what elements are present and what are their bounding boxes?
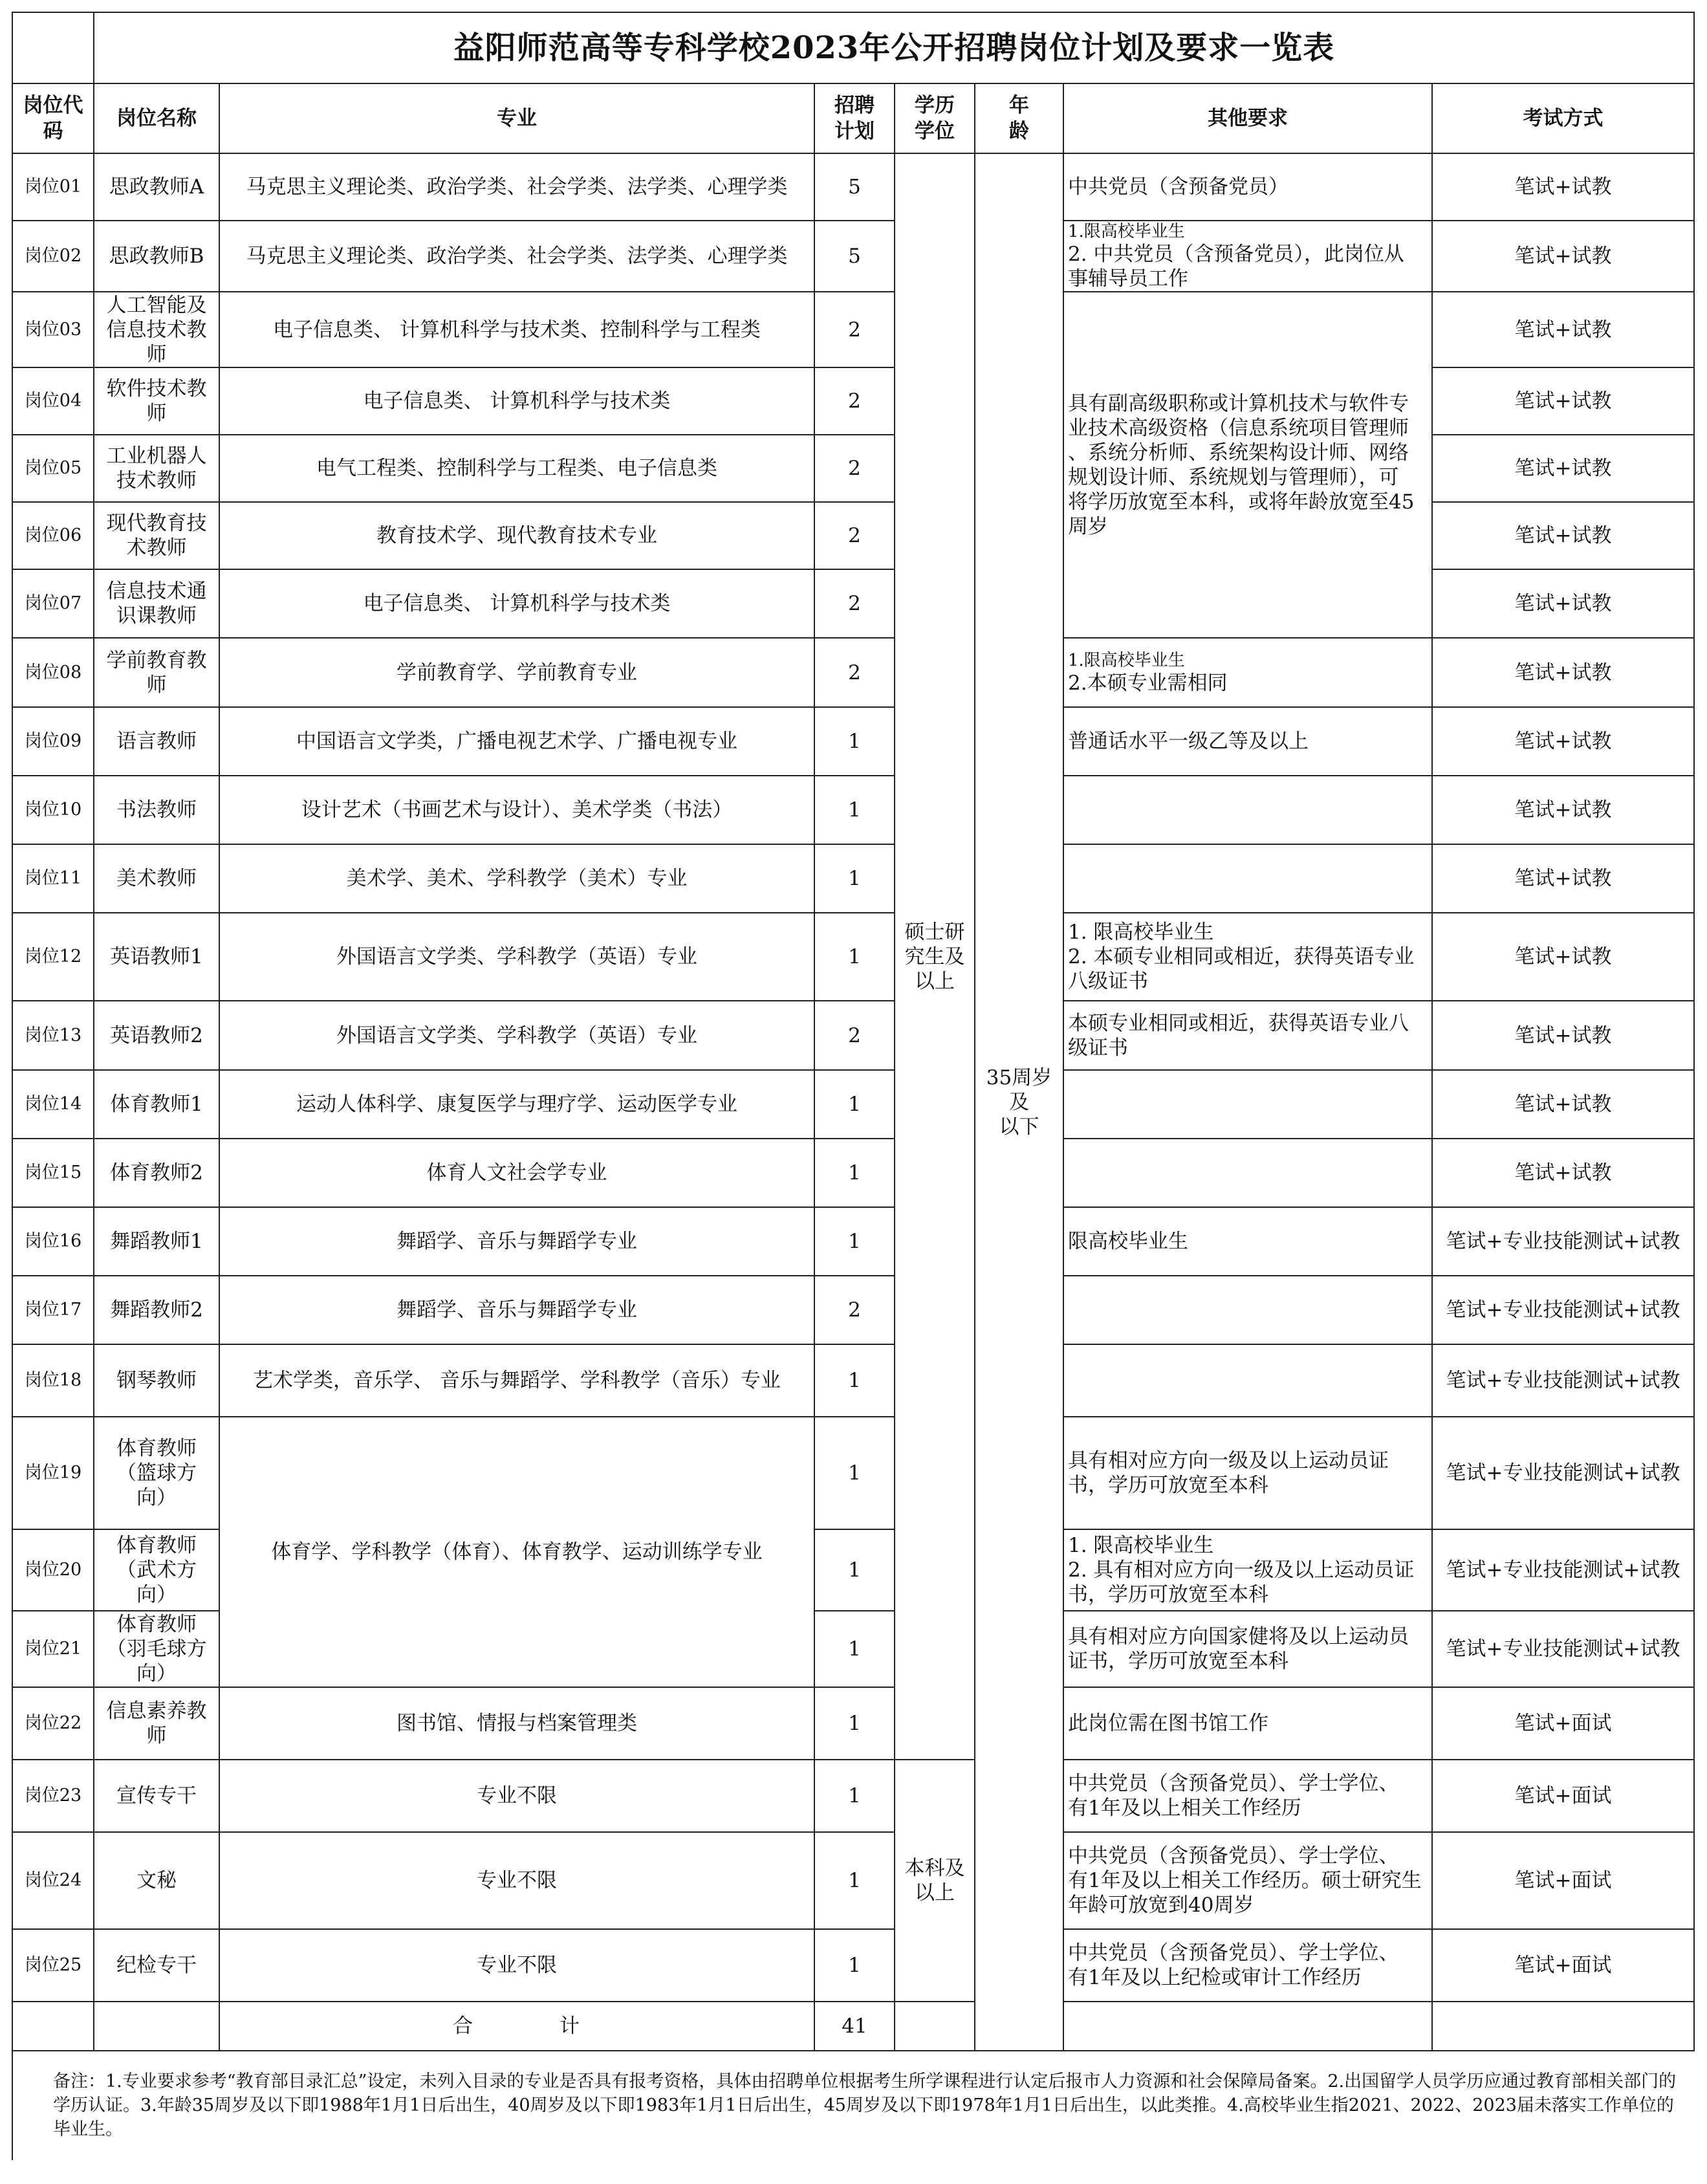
plan-count: 1 [814,1929,895,2002]
position-name [94,502,219,569]
title-row [12,12,1694,83]
exam-method: 笔试+专业技能测试+试教 [1432,1417,1694,1529]
plan-count: 1 [814,1070,895,1139]
position-name-line: 宣传专干 [116,1784,197,1807]
exam-method: 笔试+试教 [1432,1001,1694,1070]
major: 美术学、美术、学科教学（美术）专业 [219,844,814,913]
position-name-line: （篮球方 [116,1461,197,1485]
header-line: 招聘 [834,94,875,117]
major: 电子信息类、 计算机科学与技术类、控制科学与工程类 [219,292,814,367]
requirement-line: 年龄可放宽到40周岁 [1068,1894,1254,1917]
major: 电气工程类、控制科学与工程类、电子信息类 [219,435,814,502]
position-code: 岗位03 [12,292,94,367]
exam-method: 笔试+试教 [1432,776,1694,844]
position-name-line: 体育教师2 [110,1161,203,1185]
position-name-line: 识课教师 [116,604,197,628]
plan-count: 1 [814,1207,895,1276]
requirement-line: 有1年及以上纪检或审计工作经历 [1068,1966,1362,1989]
other-requirements [1063,221,1432,292]
position-name-line: 体育教师 [116,1437,197,1460]
position-name-line: 体育教师 [116,1534,197,1557]
position-name-line: 师 [146,673,167,697]
position-name-line: 书法教师 [116,798,197,822]
position-name-line: 信息素养教 [106,1699,207,1723]
requirement-line: 2. 中共党员（含预备党员），此岗位从 [1068,243,1404,266]
plan-count: 5 [814,153,895,221]
plan-count: 1 [814,1832,895,1929]
table-row [12,502,1694,569]
requirement-line: 八级证书 [1068,970,1148,993]
position-name-line: 信息技术教 [106,318,207,342]
table-row [12,221,1694,292]
requirement-line: 具有相对应方向国家健将及以上运动员 [1068,1625,1409,1648]
position-name [94,153,219,221]
education-master [895,153,975,1760]
position-code: 岗位10 [12,776,94,844]
title-left-blank [12,12,94,83]
position-name [94,1832,219,1929]
requirement-line: 中共党员（含预备党员）、学士学位、 [1068,1772,1399,1795]
table-row [12,1832,1694,1929]
exam-method: 笔试+试教 [1432,1139,1694,1207]
total-plan: 41 [814,2002,895,2051]
other-requirements [1063,1529,1432,1611]
table-row [12,1417,1694,1529]
position-name-line: 人工智能及 [106,293,207,317]
position-name-line: 思政教师A [109,175,204,199]
position-name [94,1760,219,1832]
exam-method: 笔试+试教 [1432,221,1694,292]
exam-method: 笔试+面试 [1432,1832,1694,1929]
header-age [975,83,1063,153]
major-merged: 体育学、学科教学（体育）、体育教学、运动训练学专业 [219,1417,814,1687]
requirement-line: 书，学历可放宽至本科 [1068,1583,1268,1606]
position-name [94,435,219,502]
other-requirements [1063,1001,1432,1070]
position-name-line: （羽毛球方 [106,1637,207,1661]
position-name-line: 现代教育技 [106,512,207,535]
plan-count: 2 [814,502,895,569]
position-name [94,221,219,292]
requirement-line: 限高校毕业生 [1068,1230,1188,1253]
position-name [94,638,219,707]
major: 设计艺术（书画艺术与设计）、美术学类（书法） [219,776,814,844]
plan-count: 2 [814,638,895,707]
total-label: 合 计 [219,2002,814,2051]
education-line: 硕士研 [904,920,965,944]
position-name [94,1276,219,1344]
requirement-line: 1. 限高校毕业生 [1068,1534,1214,1557]
major: 学前教育学、学前教育专业 [219,638,814,707]
table-row [12,1344,1694,1417]
requirement-line: 此岗位需在图书馆工作 [1068,1712,1268,1735]
exam-method: 笔试+专业技能测试+试教 [1432,1529,1694,1611]
header-name: 岗位名称 [94,83,219,153]
requirement-line: 普通话水平一级乙等及以上 [1068,730,1309,753]
position-code: 岗位16 [12,1207,94,1276]
education-line: 以上 [915,969,955,993]
position-code: 岗位14 [12,1070,94,1139]
page-title: 益阳师范高等专科学校2023年公开招聘岗位计划及要求一览表 [94,12,1694,83]
education-line: 究生及 [904,945,965,968]
header-line: 龄 [1009,120,1029,143]
position-name-line: 向） [136,1583,177,1606]
position-code: 岗位22 [12,1687,94,1760]
position-code: 岗位19 [12,1417,94,1529]
position-name-line: 思政教师B [109,245,204,268]
total-blank [895,2002,975,2051]
position-code: 岗位08 [12,638,94,707]
other-requirements [1063,1139,1432,1207]
position-name-line: 学前教育教 [106,648,207,672]
requirement-line: 2. 具有相对应方向一级及以上运动员证 [1068,1558,1415,1582]
position-name-line: 纪检专干 [116,1954,197,1977]
position-code: 岗位23 [12,1760,94,1832]
position-name [94,1207,219,1276]
position-name-line: 钢琴教师 [116,1369,197,1392]
requirement-line: 业技术高级资格（信息系统项目管理师 [1068,416,1409,440]
total-row [12,2002,1694,2051]
position-name-line: 体育教师 [116,1613,197,1636]
requirement-line: 具有相对应方向一级及以上运动员证 [1068,1449,1389,1472]
table-row [12,435,1694,502]
plan-count: 1 [814,1611,895,1687]
plan-count: 1 [814,1529,895,1611]
exam-method: 笔试+专业技能测试+试教 [1432,1611,1694,1687]
exam-method: 笔试+面试 [1432,1929,1694,2002]
requirement-line: 事辅导员工作 [1068,267,1188,290]
position-code: 岗位13 [12,1001,94,1070]
other-requirements [1063,1611,1432,1687]
header-code [12,83,94,153]
position-name-line: 术教师 [126,536,187,560]
position-name [94,1611,219,1687]
exam-method: 笔试+试教 [1432,292,1694,367]
position-name-line: 师 [146,402,167,425]
major: 专业不限 [219,1929,814,2002]
requirement-line: 中共党员（含预备党员） [1068,175,1288,199]
other-requirements [1063,1687,1432,1760]
requirement-line: 本硕专业相同或相近，获得英语专业八 [1068,1011,1409,1035]
plan-count: 1 [814,844,895,913]
exam-method: 笔试+专业技能测试+试教 [1432,1207,1694,1276]
major: 专业不限 [219,1760,814,1832]
position-code: 岗位05 [12,435,94,502]
position-name-line: 美术教师 [116,867,197,890]
position-name [94,569,219,638]
plan-count: 1 [814,913,895,1001]
table-row [12,569,1694,638]
position-name-line: 舞蹈教师2 [110,1298,203,1322]
position-name [94,1344,219,1417]
total-blank [1432,2002,1694,2051]
exam-method: 笔试+试教 [1432,844,1694,913]
exam-method: 笔试+试教 [1432,367,1694,435]
total-blank [1063,2002,1432,2051]
position-name-line: 向） [136,1662,177,1685]
other-requirements [1063,1929,1432,2002]
position-code: 岗位24 [12,1832,94,1929]
plan-count: 2 [814,292,895,367]
requirement-line: 证书，学历可放宽至本科 [1068,1650,1288,1673]
position-name-line: 师 [146,1724,167,1747]
table-row [12,638,1694,707]
header-plan [814,83,895,153]
plan-count: 2 [814,1001,895,1070]
education-line: 本科及 [904,1857,965,1880]
position-name [94,844,219,913]
table-row [12,1929,1694,2002]
other-requirements [1063,1207,1432,1276]
exam-method: 笔试+专业技能测试+试教 [1432,1276,1694,1344]
exam-method: 笔试+面试 [1432,1687,1694,1760]
table-row [12,1760,1694,1832]
age-line: 以下 [999,1115,1039,1139]
requirement-line: 2. 本硕专业相同或相近，获得英语专业 [1068,945,1415,968]
position-name [94,1001,219,1070]
header-line: 码 [43,120,63,143]
position-name-line: 舞蹈教师1 [110,1230,203,1253]
position-name-line: 体育教师1 [110,1093,203,1116]
major: 马克思主义理论类、政治学类、社会学类、法学类、心理学类 [219,153,814,221]
position-code: 岗位15 [12,1139,94,1207]
other-requirements [1063,1070,1432,1139]
major: 图书馆、情报与档案管理类 [219,1687,814,1760]
exam-method: 笔试+面试 [1432,1760,1694,1832]
requirement-line: 具有副高级职称或计算机技术与软件专 [1068,391,1409,415]
exam-method: 笔试+试教 [1432,638,1694,707]
position-code: 岗位01 [12,153,94,221]
position-code: 岗位25 [12,1929,94,2002]
position-name [94,1417,219,1529]
other-requirements [1063,638,1432,707]
major: 运动人体科学、康复医学与理疗学、运动医学专业 [219,1070,814,1139]
plan-count: 2 [814,435,895,502]
major: 外国语言文学类、学科教学（英语）专业 [219,1001,814,1070]
plan-count: 1 [814,1687,895,1760]
position-name [94,367,219,435]
position-name-line: 信息技术通 [106,580,207,603]
exam-method: 笔试+试教 [1432,707,1694,776]
header-line: 年 [1009,94,1029,117]
major: 体育人文社会学专业 [219,1139,814,1207]
position-name-line: 英语教师2 [110,1023,203,1047]
requirement-line: 周岁 [1068,514,1108,538]
other-requirements [1063,707,1432,776]
header-major: 专业 [219,83,814,153]
plan-count: 2 [814,569,895,638]
position-name [94,1529,219,1611]
position-name-line: 软件技术教 [106,377,207,400]
other-requirements [1063,1344,1432,1417]
major: 艺术学类，音乐学、 音乐与舞蹈学、学科教学（音乐）专业 [219,1344,814,1417]
requirement-line: 1. 限高校毕业生 [1068,921,1214,944]
table-row [12,1687,1694,1760]
table-row [12,844,1694,913]
position-name-line: 工业机器人 [106,444,207,468]
position-name [94,913,219,1001]
position-name-line: 技术教师 [116,469,197,492]
age-line: 35周岁及 [986,1065,1052,1114]
position-name-line: 语言教师 [116,730,197,753]
header-line: 岗位代 [23,94,83,117]
requirement-line: 1.限高校毕业生 [1068,222,1185,241]
position-code: 岗位02 [12,221,94,292]
table-row [12,776,1694,844]
position-name-line: （武术方 [116,1558,197,1582]
plan-count: 1 [814,1344,895,1417]
position-code: 岗位12 [12,913,94,1001]
position-code: 岗位07 [12,569,94,638]
plan-count: 5 [814,221,895,292]
header-exam: 考试方式 [1432,83,1694,153]
plan-count: 1 [814,707,895,776]
other-requirements [1063,1832,1432,1929]
requirement-line: 有1年及以上相关工作经历。硕士研究生 [1068,1869,1422,1892]
total-blank [94,2002,219,2051]
position-code: 岗位17 [12,1276,94,1344]
requirement-line: 中共党员（含预备党员）、学士学位、 [1068,1844,1399,1868]
footnote: 备注：1.专业要求参考“教育部目录汇总”设定，未列入目录的专业是否具有报考资格，具体由招聘单位根据考生所学课程进行认定后报市人力资源和社会保障局备案。2.出国留学人员学历应通过教育部相关部门的学历认证。3.年龄35周岁及以下即1988年1月1日后出生，40周岁及以下即1983年1月1日后出生，45周岁及以下即1978年1月1日后出生，以此类推。4.高校毕业生指2021、2022、2023届未落实工作单位的毕业生。 [12,2051,1694,2160]
education-line: 以上 [915,1881,955,1905]
exam-method: 笔试+专业技能测试+试教 [1432,1344,1694,1417]
exam-method: 笔试+试教 [1432,913,1694,1001]
position-code: 岗位09 [12,707,94,776]
position-code: 岗位21 [12,1611,94,1687]
table-row [12,1139,1694,1207]
requirement-line: 2.本硕专业需相同 [1068,671,1228,695]
position-name [94,707,219,776]
table-row [12,367,1694,435]
position-name [94,776,219,844]
age-limit [975,153,1063,2051]
header-line: 计划 [834,120,875,143]
recruitment-sheet [12,12,1695,2160]
requirement-line: 中共党员（含预备党员）、学士学位、 [1068,1941,1399,1965]
header-edu [895,83,975,153]
major: 专业不限 [219,1832,814,1929]
header-row [12,83,1694,153]
major: 马克思主义理论类、政治学类、社会学类、法学类、心理学类 [219,221,814,292]
header-other: 其他要求 [1063,83,1432,153]
exam-method: 笔试+试教 [1432,569,1694,638]
requirement-line: 级证书 [1068,1036,1128,1060]
plan-count: 1 [814,1417,895,1529]
position-name-line: 向） [136,1486,177,1509]
table-row [12,292,1694,367]
position-code: 岗位11 [12,844,94,913]
plan-count: 2 [814,367,895,435]
requirement-line: 有1年及以上相关工作经历 [1068,1796,1301,1820]
major: 舞蹈学、音乐与舞蹈学专业 [219,1207,814,1276]
position-code: 岗位18 [12,1344,94,1417]
requirement-line: 将学历放宽至本科，或将年龄放宽至45 [1068,490,1415,514]
position-name-line: 师 [146,342,167,366]
other-requirements [1063,1417,1432,1529]
major: 舞蹈学、音乐与舞蹈学专业 [219,1276,814,1344]
major: 电子信息类、 计算机科学与技术类 [219,569,814,638]
major: 外国语言文学类、学科教学（英语）专业 [219,913,814,1001]
table-row [12,1001,1694,1070]
other-requirements [1063,1760,1432,1832]
requirement-line: 、系统分析师、系统架构设计师、网络 [1068,441,1409,464]
other-requirements [1063,913,1432,1001]
recruitment-table [12,12,1695,2160]
exam-method: 笔试+试教 [1432,153,1694,221]
table-row [12,153,1694,221]
requirement-line: 书，学历可放宽至本科 [1068,1474,1268,1497]
header-line: 学位 [915,120,955,143]
header-line: 学历 [915,94,955,117]
requirement-line: 1.限高校毕业生 [1068,650,1185,670]
plan-count: 1 [814,776,895,844]
position-name [94,1070,219,1139]
table-row [12,1207,1694,1276]
plan-count: 1 [814,1760,895,1832]
exam-method: 笔试+试教 [1432,435,1694,502]
total-blank [12,2002,94,2051]
position-name-line: 英语教师1 [110,945,203,968]
table-row [12,1070,1694,1139]
table-row [12,1276,1694,1344]
position-name [94,1687,219,1760]
other-requirements [1063,844,1432,913]
table-row [12,913,1694,1001]
other-requirements-merged [1063,292,1432,638]
plan-count: 1 [814,1139,895,1207]
position-name-line: 文秘 [136,1869,177,1892]
requirement-line: 规划设计师、系统规划与管理师），可 [1068,465,1399,489]
education-bachelor [895,1760,975,2002]
note-row [12,2051,1694,2160]
position-name [94,292,219,367]
table-row [12,707,1694,776]
position-name [94,1929,219,2002]
major: 电子信息类、 计算机科学与技术类 [219,367,814,435]
position-name [94,1139,219,1207]
exam-method: 笔试+试教 [1432,1070,1694,1139]
other-requirements [1063,776,1432,844]
exam-method: 笔试+试教 [1432,502,1694,569]
major: 教育技术学、现代教育技术专业 [219,502,814,569]
position-code: 岗位06 [12,502,94,569]
other-requirements [1063,1276,1432,1344]
plan-count: 2 [814,1276,895,1344]
other-requirements [1063,153,1432,221]
position-code: 岗位04 [12,367,94,435]
position-code: 岗位20 [12,1529,94,1611]
major: 中国语言文学类，广播电视艺术学、广播电视专业 [219,707,814,776]
